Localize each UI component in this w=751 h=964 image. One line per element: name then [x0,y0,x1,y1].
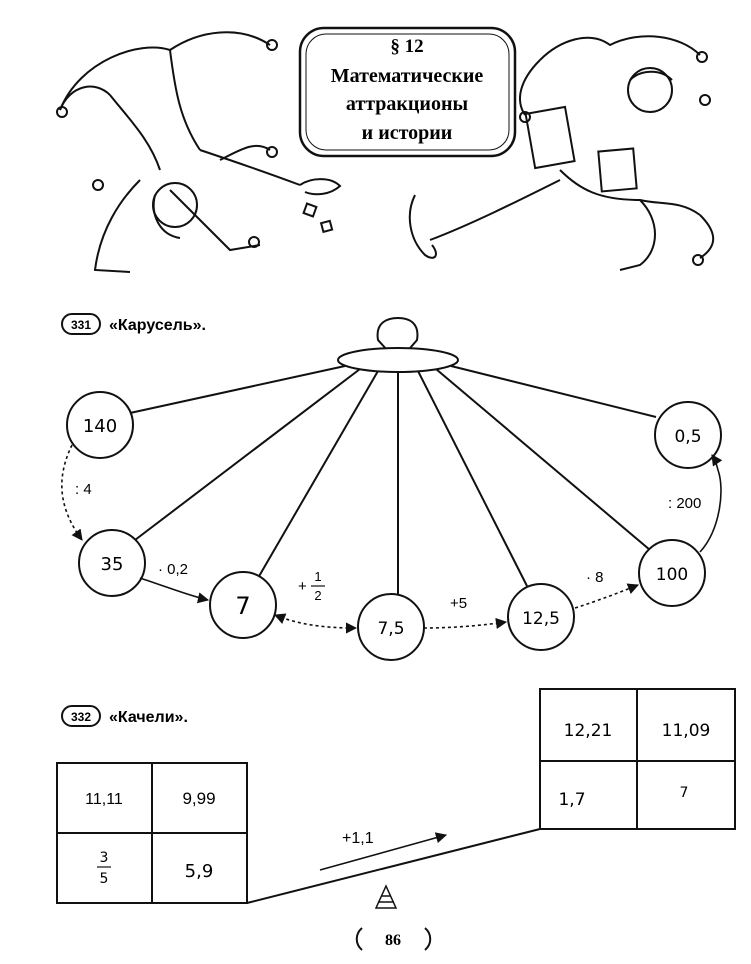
op-half-numerator: 1 [314,569,322,584]
section-title-line1: Математические [330,65,484,87]
left-grid [57,763,247,903]
op-half-denominator: 2 [314,588,322,603]
carousel-spokes [130,366,656,594]
circle-label-35: 35 [100,554,124,575]
section-number: § 12 [390,36,424,57]
circle-label-100: 100 [655,565,689,585]
left-grid-frac-den: 5 [99,871,109,887]
op-plus-half-sign: + [298,578,307,595]
left-grid-frac-num: 3 [99,850,109,866]
exercise-331-number: 331 [70,318,92,332]
circle-label-7: 7 [235,592,251,620]
op-mul-8: · 8 [586,569,604,586]
swing-arrow [320,835,446,870]
left-grid-cell-d: 5,9 [184,861,214,882]
swing-board [247,829,540,903]
jester-left-illustration [57,32,340,272]
right-grid-cell-b: 11,09 [661,721,711,741]
section-title-line3: и истории [361,122,453,144]
op-div-200: : 200 [668,495,702,512]
circle-label-0-5: 0,5 [674,427,702,447]
right-grid-cell-a: 12,21 [563,721,613,741]
circle-label-12-5: 12,5 [522,609,560,629]
section-title-line2: аттракционы [345,93,469,115]
exercise-331-title: «Карусель». [109,317,206,334]
circle-label-7-5: 7,5 [377,619,405,639]
op-mul-0-2: · 0,2 [158,561,189,578]
page-number: 86 [385,932,401,949]
swing-fulcrum [376,886,396,908]
left-grid-cell-b: 9,99 [182,789,216,808]
right-grid-cell-d: 7 [679,785,689,801]
op-div-4: : 4 [75,481,92,498]
circle-label-140: 140 [82,416,118,437]
carousel-top [338,318,458,372]
left-grid-cell-a: 11,11 [85,791,123,808]
exercise-332-number: 332 [70,710,92,724]
op-plus-5: +5 [450,595,468,612]
swing-arrow-label: +1,1 [342,830,374,847]
right-grid-cell-c: 1,7 [558,790,586,810]
exercise-332-title: «Качели». [109,709,188,726]
